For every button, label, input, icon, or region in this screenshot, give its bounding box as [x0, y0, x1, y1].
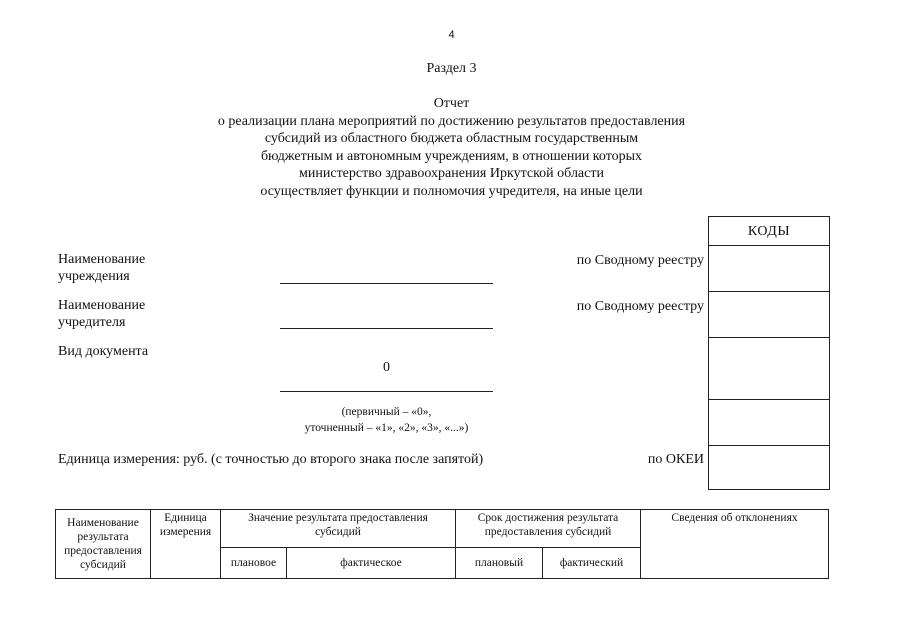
- doc-type-value: 0: [383, 360, 390, 375]
- code-cell[interactable]: [709, 400, 829, 446]
- unit-label: Единица измерения: руб. (с точностью до второго знака после запятой): [58, 452, 484, 467]
- page-number: 4: [448, 29, 455, 41]
- results-table: [55, 509, 829, 579]
- registry-code-cell[interactable]: [709, 246, 829, 292]
- header-unit: Единица измерения: [151, 510, 221, 579]
- okei-code-cell[interactable]: [709, 446, 829, 490]
- header-term-planned: плановый: [456, 548, 543, 579]
- registry-code-cell[interactable]: [709, 292, 829, 338]
- header-deviation: Сведения об отклонениях: [641, 510, 829, 579]
- report-title-line: субсидий из областного бюджета областным государственным: [264, 131, 639, 146]
- report-title-line: бюджетным и автономным учреждениям, в отношении которых: [260, 148, 643, 164]
- doc-type-hint: (первичный – «0», уточненный – «1», «2», «3», «...»): [304, 406, 469, 434]
- header-value-group: Значение результата предоставления субсидий: [221, 510, 456, 548]
- section-title: Раздел 3: [426, 61, 477, 76]
- institution-field[interactable]: [280, 283, 493, 284]
- doc-type-code-cell[interactable]: [709, 338, 829, 400]
- founder-field[interactable]: [280, 328, 493, 329]
- report-title-line: о реализации плана мероприятий по достижению результатов предоставления: [217, 113, 686, 129]
- report-title-line: министерство здравоохранения Иркутской области: [299, 166, 604, 181]
- codes-header: КОДЫ: [709, 217, 829, 246]
- founder-label: Наименование учредителя: [58, 298, 146, 330]
- registry-label: по Сводному реестру: [576, 299, 704, 314]
- doc-type-label: Вид документа: [58, 344, 149, 359]
- okei-label: по ОКЕИ: [647, 452, 704, 467]
- report-title-line: осуществляет функции и полномочия учредителя, на иные цели: [260, 183, 643, 199]
- doc-type-field[interactable]: [280, 391, 493, 392]
- header-term-group: Срок достижения результата предоставления субсидий: [456, 510, 641, 548]
- header-term-actual: фактический: [543, 548, 641, 579]
- codes-box: [708, 216, 830, 490]
- header-value-actual: фактическое: [287, 548, 456, 579]
- header-result-name: Наименование результата предоставления субсидий: [56, 510, 151, 579]
- report-heading: [150, 95, 753, 200]
- registry-label: по Сводному реестру: [576, 253, 704, 268]
- report-title-line: Отчет: [433, 96, 470, 111]
- header-value-planned: плановое: [221, 548, 287, 579]
- institution-label: Наименование учреждения: [58, 252, 146, 284]
